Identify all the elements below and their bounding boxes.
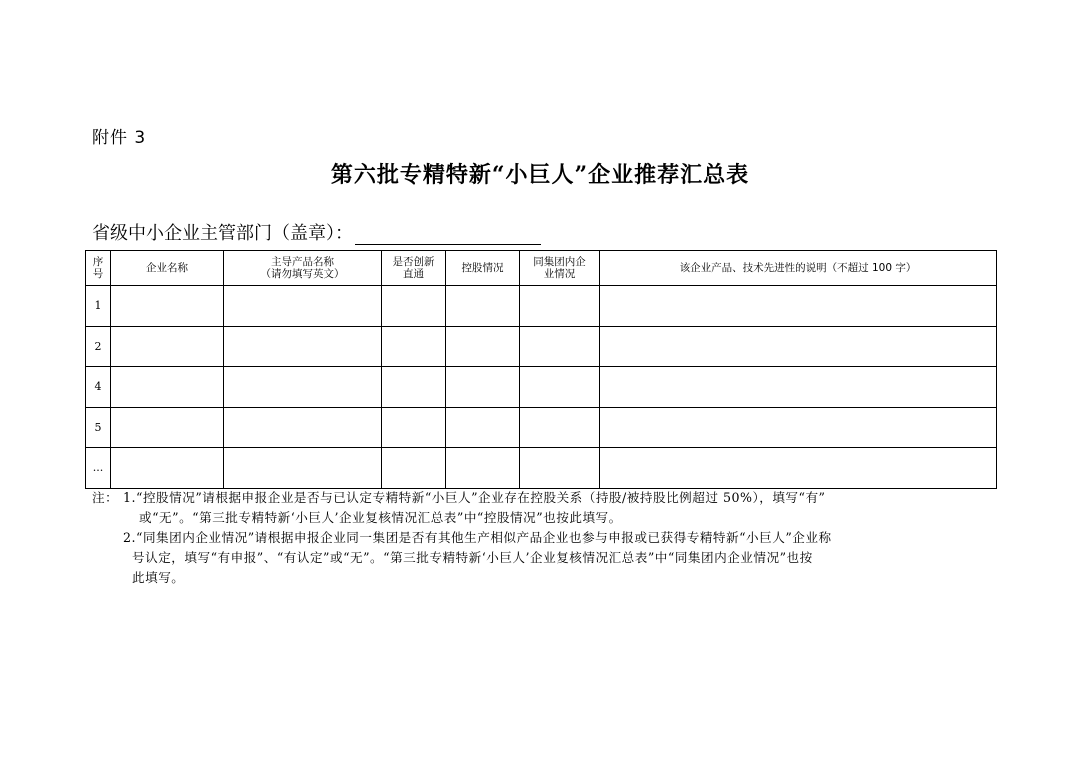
table-header-row bbox=[86, 251, 997, 286]
company-name-cell[interactable] bbox=[111, 448, 224, 489]
department-label: 省级中小企业主管部门（盖章）： bbox=[92, 223, 353, 244]
holding-status-cell[interactable] bbox=[446, 448, 520, 489]
summary-table bbox=[85, 250, 997, 489]
advancement-description-cell[interactable] bbox=[600, 407, 997, 448]
row-number: 4 bbox=[86, 367, 111, 408]
group-enterprise-cell[interactable] bbox=[520, 326, 600, 367]
row-number: 5 bbox=[86, 407, 111, 448]
advancement-description-cell[interactable] bbox=[600, 367, 997, 408]
header-innovation-direct: 是否创新 直通 bbox=[382, 251, 446, 286]
group-enterprise-cell[interactable] bbox=[520, 286, 600, 327]
holding-status-cell[interactable] bbox=[446, 286, 520, 327]
company-name-cell[interactable] bbox=[111, 326, 224, 367]
innovation-direct-cell[interactable] bbox=[382, 367, 446, 408]
note-2-ending: 此填写。 bbox=[132, 570, 185, 585]
holding-status-cell[interactable] bbox=[446, 367, 520, 408]
group-enterprise-cell[interactable] bbox=[520, 407, 600, 448]
innovation-direct-cell[interactable] bbox=[382, 448, 446, 489]
group-enterprise-cell[interactable] bbox=[520, 448, 600, 489]
header-index: 序 号 bbox=[86, 251, 111, 286]
header-group-enterprise: 同集团内企 业情况 bbox=[520, 251, 600, 286]
notes-section bbox=[92, 488, 992, 588]
table-row bbox=[86, 326, 997, 367]
advancement-description-cell[interactable] bbox=[600, 286, 997, 327]
department-field bbox=[92, 219, 541, 245]
innovation-direct-cell[interactable] bbox=[382, 286, 446, 327]
notes-label: 注： bbox=[92, 490, 119, 505]
table-row bbox=[86, 407, 997, 448]
row-number: ... bbox=[86, 448, 111, 489]
holding-status-cell[interactable] bbox=[446, 407, 520, 448]
advancement-description-cell[interactable] bbox=[600, 448, 997, 489]
header-advancement-description: 该企业产品、技术先进性的说明（不超过 100 字） bbox=[600, 251, 997, 286]
header-company-name: 企业名称 bbox=[111, 251, 224, 286]
note-2-text: 2.“同集团内企业情况”请根据申报企业同一集团是否有其他生产相似产品企业也参与申报或已获得专精特新“小巨人”企业称 bbox=[123, 530, 832, 545]
innovation-direct-cell[interactable] bbox=[382, 407, 446, 448]
company-name-cell[interactable] bbox=[111, 367, 224, 408]
page-title: 第六批专精特新“小巨人”企业推荐汇总表 bbox=[330, 162, 750, 188]
company-name-cell[interactable] bbox=[111, 286, 224, 327]
department-blank-line bbox=[355, 224, 541, 245]
main-product-cell[interactable] bbox=[224, 407, 382, 448]
attachment-label: 附件 3 bbox=[92, 128, 147, 148]
main-product-cell[interactable] bbox=[224, 367, 382, 408]
note-1-continuation: 或“无”。“第三批专精特新‘小巨人’企业复核情况汇总表”中“控股情况”也按此填写。 bbox=[139, 510, 622, 525]
holding-status-cell[interactable] bbox=[446, 326, 520, 367]
table-row bbox=[86, 448, 997, 489]
innovation-direct-cell[interactable] bbox=[382, 326, 446, 367]
row-number: 2 bbox=[86, 326, 111, 367]
main-product-cell[interactable] bbox=[224, 326, 382, 367]
table-row bbox=[86, 286, 997, 327]
group-enterprise-cell[interactable] bbox=[520, 367, 600, 408]
header-holding-status: 控股情况 bbox=[446, 251, 520, 286]
company-name-cell[interactable] bbox=[111, 407, 224, 448]
advancement-description-cell[interactable] bbox=[600, 326, 997, 367]
note-1-text: 1.“控股情况”请根据申报企业是否与已认定专精特新“小巨人”企业存在控股关系（持股/被持股比例超过 50%），填写“有” bbox=[123, 490, 826, 505]
note-2-continuation: 号认定，填写“有申报”、“有认定”或“无”。“第三批专精特新‘小巨人’企业复核情况汇总表”中“同集团内企业情况”也按 bbox=[132, 550, 813, 565]
table-row bbox=[86, 367, 997, 408]
main-product-cell[interactable] bbox=[224, 286, 382, 327]
main-product-cell[interactable] bbox=[224, 448, 382, 489]
row-number: 1 bbox=[86, 286, 111, 327]
header-main-product: 主导产品名称 （请勿填写英文） bbox=[224, 251, 382, 286]
